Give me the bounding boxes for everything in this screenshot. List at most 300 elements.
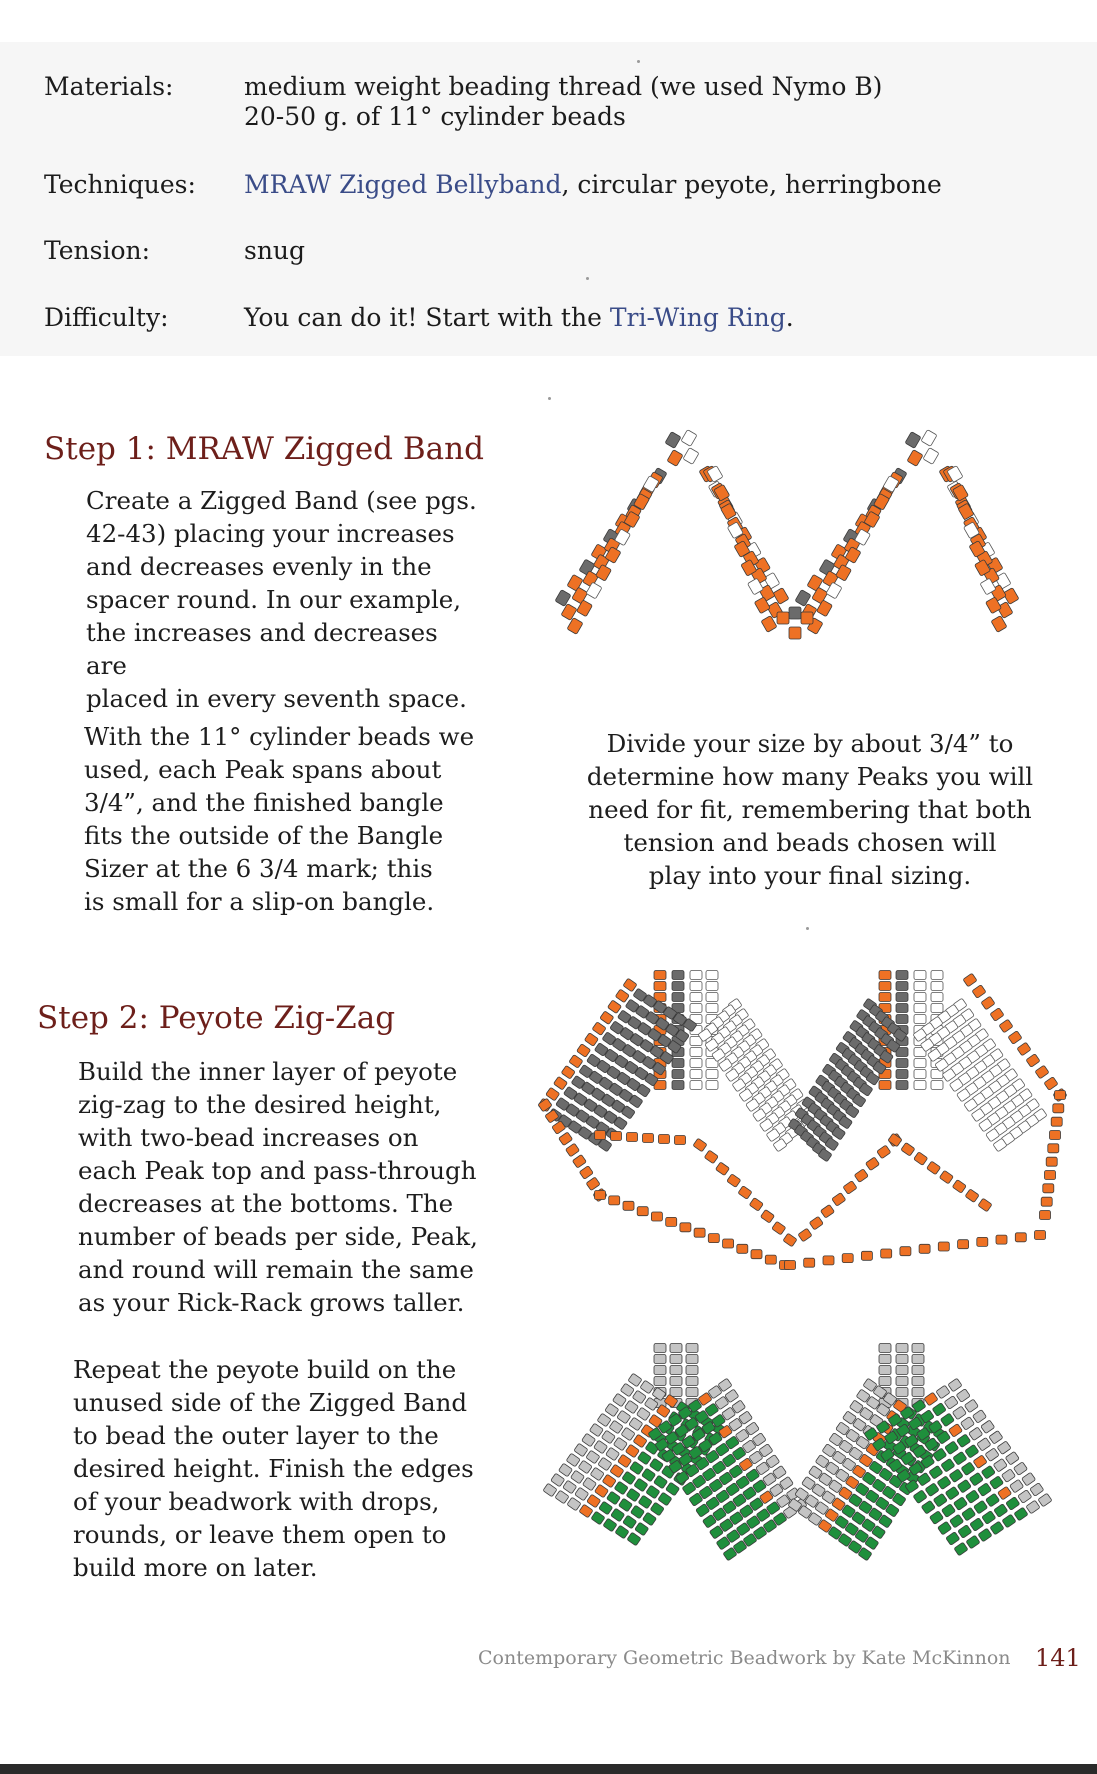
bead — [773, 588, 789, 605]
bead — [636, 1407, 650, 1421]
bead — [595, 1191, 606, 1200]
bead — [896, 993, 908, 1002]
materials-line-1: medium weight beading thread (we used Nymo B) — [244, 72, 883, 101]
bead — [854, 1169, 868, 1183]
bead — [945, 1441, 959, 1455]
bead — [914, 1081, 926, 1090]
bead — [785, 1261, 796, 1270]
bead — [654, 1366, 666, 1375]
materials-line-2: 20-50 g. of 11° cylinder beads — [244, 102, 626, 131]
bead — [929, 1465, 943, 1479]
bead — [998, 1486, 1012, 1500]
bead — [896, 1081, 908, 1090]
step2-paragraph-1: Build the inner layer of peyote zig-zag to the desired height, with two-bead increases on each Peak top and pass-through decreases at the bottoms. The number of beads per side, Peak, and round will remain the same as your Rick-Rack grows taller. — [78, 1057, 478, 1317]
step1-title: Step 1: MRAW Zigged Band — [44, 431, 484, 467]
step1-paragraph-1: Create a Zigged Band (see pgs. 42-43) placing your increases and decreases evenly in the spacer round. In our example, the increases and decreases are placed in every seventh space. — [86, 486, 477, 713]
bead — [727, 1174, 741, 1188]
bead — [649, 1458, 663, 1472]
bead — [789, 627, 801, 639]
bead — [615, 989, 629, 1003]
bead — [914, 971, 926, 980]
bead — [994, 1504, 1008, 1518]
bead — [675, 1136, 686, 1145]
bead — [795, 590, 811, 607]
bead — [963, 973, 977, 987]
bead — [567, 1497, 581, 1511]
bead — [896, 1344, 908, 1353]
bead — [658, 1492, 672, 1506]
bead — [654, 982, 666, 991]
bead — [896, 1388, 908, 1397]
bead — [896, 971, 908, 980]
bead — [997, 1441, 1011, 1455]
bead — [1040, 1211, 1051, 1220]
bead — [706, 982, 718, 991]
bead — [861, 1251, 872, 1260]
bead — [634, 1478, 648, 1492]
bead — [611, 1508, 625, 1522]
bead — [630, 1461, 644, 1475]
bead — [879, 971, 891, 980]
bead — [927, 1161, 941, 1175]
bead — [901, 1142, 915, 1156]
bead — [896, 1355, 908, 1364]
bead — [681, 430, 697, 447]
mraw-zigged-band-diagram — [545, 428, 1070, 658]
bead — [1051, 1117, 1062, 1126]
peyote-zig-zag-outer-diagram — [540, 1340, 1070, 1620]
bead — [940, 1413, 954, 1427]
bead — [590, 1467, 604, 1481]
bead — [936, 1385, 950, 1399]
bead — [1006, 1497, 1020, 1511]
bead — [954, 1542, 968, 1556]
bead — [949, 1469, 963, 1483]
bead — [969, 1427, 983, 1441]
bead — [1014, 1507, 1028, 1521]
page-number: 141 — [1035, 1644, 1081, 1672]
bead — [620, 1383, 634, 1397]
bead — [881, 1249, 892, 1258]
bead — [561, 604, 577, 621]
bead — [606, 1447, 620, 1461]
bead — [941, 1458, 955, 1472]
bead — [582, 1433, 596, 1447]
bead — [609, 1196, 620, 1205]
bead — [933, 1493, 947, 1507]
bead — [789, 607, 801, 619]
bead — [765, 1255, 776, 1264]
bead — [931, 971, 943, 980]
bead — [921, 1500, 935, 1514]
bead — [945, 1486, 959, 1500]
bead — [823, 1256, 834, 1265]
bead — [627, 1133, 638, 1142]
bead — [948, 1424, 962, 1438]
bead — [706, 993, 718, 1002]
bead — [978, 1528, 992, 1542]
bead — [914, 993, 926, 1002]
bead — [990, 1521, 1004, 1535]
bead — [879, 1366, 891, 1375]
bead — [977, 1483, 991, 1497]
bead — [686, 1366, 698, 1375]
bead — [842, 1254, 853, 1263]
bead — [579, 1504, 593, 1518]
speck — [806, 927, 809, 930]
bead — [921, 430, 937, 447]
bead — [704, 1150, 718, 1164]
bead — [1045, 1171, 1056, 1180]
bead — [960, 1417, 974, 1431]
bead — [607, 1000, 621, 1014]
bead — [737, 1244, 748, 1253]
bead — [690, 971, 702, 980]
bead — [626, 1488, 640, 1502]
bead — [941, 1504, 955, 1518]
bead — [612, 1393, 626, 1407]
bead — [683, 448, 699, 465]
bead — [932, 1403, 946, 1417]
bead — [578, 1460, 592, 1474]
bead — [651, 1212, 662, 1221]
bead — [961, 1462, 975, 1476]
bead — [896, 1059, 908, 1068]
techniques-value — [244, 170, 1064, 200]
bead — [638, 1495, 652, 1509]
bead — [991, 616, 1007, 633]
bead — [952, 1406, 966, 1420]
bead — [914, 1152, 928, 1166]
bead — [708, 1234, 719, 1243]
bead — [937, 1476, 951, 1490]
bead — [993, 1458, 1007, 1472]
bead — [925, 1483, 939, 1497]
bead — [970, 1518, 984, 1532]
difficulty-link[interactable]: Tri-Wing Ring — [609, 303, 786, 332]
bead — [586, 1450, 600, 1464]
bead — [595, 1131, 606, 1140]
bead — [690, 1059, 702, 1068]
bead — [569, 1055, 583, 1069]
bead — [957, 1479, 971, 1493]
bead — [621, 1427, 635, 1441]
bead — [952, 1180, 966, 1194]
bead — [972, 985, 986, 999]
bead — [989, 1430, 1003, 1444]
bead — [957, 1434, 971, 1448]
tension-value: snug — [244, 236, 306, 265]
bead — [1008, 1031, 1022, 1045]
bead — [598, 1457, 612, 1471]
bead — [761, 616, 777, 633]
bead — [555, 590, 571, 607]
bead — [939, 1170, 953, 1184]
bead — [1017, 1042, 1031, 1056]
bead — [953, 1451, 967, 1465]
bead — [686, 1388, 698, 1397]
bead — [632, 1390, 646, 1404]
bead — [832, 1193, 846, 1207]
bead — [1015, 1233, 1026, 1242]
bead — [563, 1480, 577, 1494]
bead — [670, 1366, 682, 1375]
bead — [637, 1207, 648, 1216]
bead — [586, 1177, 600, 1191]
bead — [558, 1463, 572, 1477]
bead — [962, 1507, 976, 1521]
bead — [1035, 1065, 1049, 1079]
step2-title: Step 2: Peyote Zig-Zag — [37, 1000, 396, 1036]
techniques-rest: , circular peyote, herringbone — [561, 170, 942, 199]
materials-label: Materials: — [44, 72, 174, 101]
bead — [865, 1157, 879, 1171]
bead — [896, 1377, 908, 1386]
bead — [670, 1344, 682, 1353]
bead — [896, 1366, 908, 1375]
tension-label: Tension: — [44, 236, 151, 265]
bead — [555, 1490, 569, 1504]
bead — [1038, 1493, 1052, 1507]
bead — [1044, 1077, 1058, 1091]
bottom-edge — [0, 1764, 1097, 1774]
bead — [617, 1410, 631, 1424]
techniques-label: Techniques: — [44, 170, 196, 199]
bead — [914, 1015, 926, 1024]
bead — [751, 1250, 762, 1259]
bead — [820, 1204, 834, 1218]
step1-caption: Divide your size by about 3/4” to determine how many Peaks you will need for fit, remembering that both tension and beads chosen will play into your final sizing. — [586, 729, 1034, 890]
bead — [809, 1216, 823, 1230]
bead — [594, 1484, 608, 1498]
bead — [559, 1132, 573, 1146]
bead — [879, 1355, 891, 1364]
bead — [690, 1048, 702, 1057]
bead — [877, 1145, 891, 1159]
bead — [783, 1233, 797, 1247]
bead — [680, 1223, 691, 1232]
bead — [565, 1143, 579, 1157]
bead — [602, 1474, 616, 1488]
bead — [914, 982, 926, 991]
bead — [912, 1366, 924, 1375]
difficulty-value — [244, 303, 1064, 333]
bead — [953, 1497, 967, 1511]
bead — [982, 1511, 996, 1525]
bead — [654, 971, 666, 980]
bead — [1055, 1091, 1066, 1100]
bead — [938, 1242, 949, 1251]
bead — [958, 1525, 972, 1539]
bead — [686, 1344, 698, 1353]
bead — [629, 1417, 643, 1431]
bead — [965, 1444, 979, 1458]
bead — [603, 1518, 617, 1532]
bead — [670, 1388, 682, 1397]
bead — [966, 1535, 980, 1549]
difficulty-label: Difficulty: — [44, 303, 169, 332]
bead — [672, 971, 684, 980]
bead — [599, 1501, 613, 1515]
bead — [1013, 1462, 1027, 1476]
bead — [760, 1209, 774, 1223]
bead — [686, 1355, 698, 1364]
bead — [749, 1198, 763, 1212]
bead — [606, 1491, 620, 1505]
bead — [931, 982, 943, 991]
bead — [772, 1221, 786, 1235]
bead — [896, 1070, 908, 1079]
techniques-link[interactable]: MRAW Zigged Bellyband — [244, 170, 562, 199]
bead — [985, 1448, 999, 1462]
bead — [924, 1392, 938, 1406]
bead — [1030, 1483, 1044, 1497]
bead — [907, 450, 923, 467]
bead — [989, 1476, 1003, 1490]
bead — [946, 1532, 960, 1546]
bead — [969, 1472, 983, 1486]
bead — [670, 1377, 682, 1386]
bead — [914, 1070, 926, 1079]
bead — [715, 1162, 729, 1176]
bead — [627, 1532, 641, 1546]
bead — [1041, 1197, 1052, 1206]
bead — [896, 982, 908, 991]
bead — [597, 1413, 611, 1427]
bead — [956, 1389, 970, 1403]
bead — [667, 450, 683, 467]
bead — [592, 1022, 606, 1036]
bead — [974, 1500, 988, 1514]
bead — [587, 1494, 601, 1508]
bead — [686, 1377, 698, 1386]
bead — [582, 1477, 596, 1491]
bead — [600, 1011, 614, 1025]
bead — [572, 1154, 586, 1168]
bead — [628, 1373, 642, 1387]
bead — [801, 612, 813, 624]
bead — [896, 1004, 908, 1013]
bead — [665, 432, 681, 449]
bead — [965, 1189, 979, 1203]
bead — [950, 1514, 964, 1528]
bead — [650, 1502, 664, 1516]
bead — [981, 1465, 995, 1479]
bead — [1026, 1054, 1040, 1068]
bead — [635, 1522, 649, 1536]
bead — [986, 1493, 1000, 1507]
bead — [601, 1430, 615, 1444]
bead — [672, 982, 684, 991]
bead — [912, 1355, 924, 1364]
bead — [690, 1081, 702, 1090]
bead — [1022, 1472, 1036, 1486]
bead — [723, 1239, 734, 1248]
bead — [690, 993, 702, 1002]
bead — [614, 1481, 628, 1495]
bead — [777, 612, 789, 624]
bead — [931, 1004, 943, 1013]
bead — [659, 1135, 670, 1144]
bead — [1046, 1157, 1057, 1166]
bead — [972, 1410, 986, 1424]
bead — [543, 1483, 557, 1497]
bead — [978, 1198, 992, 1212]
bead — [672, 1059, 684, 1068]
bead — [584, 1033, 598, 1047]
bead — [990, 1008, 1004, 1022]
bead — [912, 1388, 924, 1397]
bead — [642, 1512, 656, 1526]
bead — [706, 971, 718, 980]
bead — [977, 1237, 988, 1246]
bead — [879, 1081, 891, 1090]
bead — [999, 1019, 1013, 1033]
bead — [706, 1004, 718, 1013]
bead — [977, 1437, 991, 1451]
bead — [654, 1475, 668, 1489]
bead — [589, 1423, 603, 1437]
bead — [591, 1511, 605, 1525]
bead — [622, 1471, 636, 1485]
bead — [623, 1201, 634, 1210]
step2-paragraph-2: Repeat the peyote build on the unused side of the Zigged Band to bead the outer layer to the desired height. Finish the edges of your beadwork with drops, rounds, or leave them open to build more on later. — [73, 1355, 474, 1582]
bead — [948, 1378, 962, 1392]
bead — [917, 1472, 931, 1486]
bead — [561, 1065, 575, 1079]
bead — [633, 1434, 647, 1448]
bead — [630, 1505, 644, 1519]
bead — [672, 1081, 684, 1090]
bead — [618, 1454, 632, 1468]
bead — [577, 1044, 591, 1058]
bead — [896, 1015, 908, 1024]
bead — [690, 982, 702, 991]
bead — [938, 1521, 952, 1535]
bead — [914, 1004, 926, 1013]
bead — [912, 1344, 924, 1353]
bead — [931, 993, 943, 1002]
bead — [594, 1440, 608, 1454]
bead — [570, 1470, 584, 1484]
bead — [566, 1453, 580, 1467]
bead — [610, 1464, 624, 1478]
bead — [646, 1485, 660, 1499]
bead — [609, 1420, 623, 1434]
peyote-zig-zag-inner-diagram — [540, 965, 1070, 1295]
bead — [690, 1004, 702, 1013]
bead — [551, 1473, 565, 1487]
bead — [923, 448, 939, 465]
bead — [575, 1487, 589, 1501]
bead — [914, 1059, 926, 1068]
bead — [965, 1490, 979, 1504]
bead — [613, 1437, 627, 1451]
bead — [888, 1133, 902, 1147]
footer-book-title: Contemporary Geometric Beadwork by Kate McKinnon — [478, 1647, 1011, 1669]
bead — [1053, 1104, 1064, 1113]
bead — [1050, 1131, 1061, 1140]
bead — [654, 1344, 666, 1353]
bead — [694, 1228, 705, 1237]
bead — [706, 1070, 718, 1079]
difficulty-text: You can do it! Start with the — [244, 303, 610, 332]
bead — [672, 993, 684, 1002]
bead — [538, 1098, 552, 1112]
bead — [605, 1403, 619, 1417]
bead — [1010, 1479, 1024, 1493]
step1-paragraph-2: With the 11° cylinder beads we used, each Peak spans about 3/4”, and the finished bangle fits the outside of the Bangle Sizer at the 6 3/4 mark; this is small for a slip-on bangle. — [84, 722, 475, 916]
